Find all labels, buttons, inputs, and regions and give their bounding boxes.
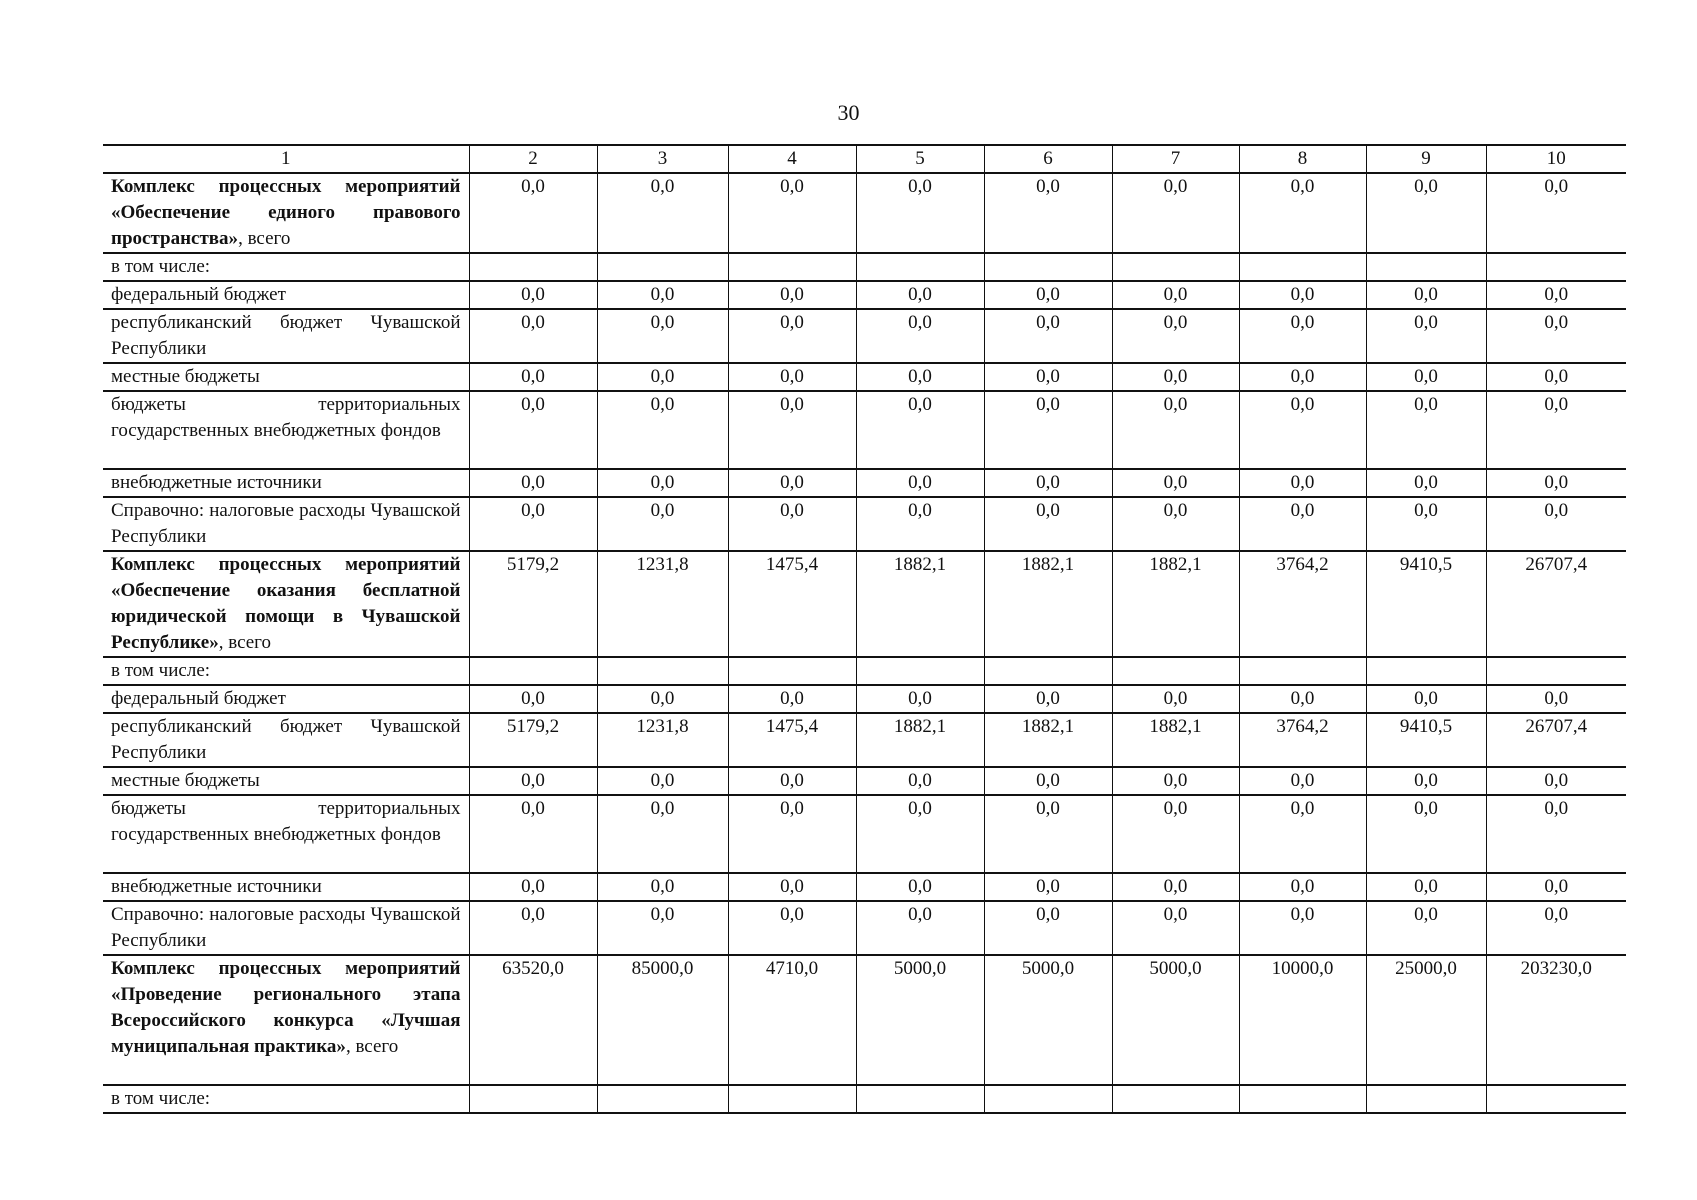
value-cell-col-3: 0,0	[597, 281, 728, 309]
value-cell-col-10	[1486, 1085, 1626, 1113]
value-cell-col-8: 0,0	[1239, 309, 1366, 363]
value-cell-col-7: 0,0	[1112, 873, 1239, 901]
table-row	[103, 173, 1626, 253]
value-cell-col-8: 10000,0	[1239, 955, 1366, 1085]
row-label: местные бюджеты	[103, 363, 469, 391]
value-cell-col-10: 0,0	[1486, 497, 1626, 551]
value-cell-col-2	[469, 253, 597, 281]
value-cell-col-7: 0,0	[1112, 901, 1239, 955]
row-label	[103, 551, 469, 657]
value-cell-col-9: 0,0	[1366, 363, 1486, 391]
row-label: местные бюджеты	[103, 767, 469, 795]
value-cell-col-10: 0,0	[1486, 873, 1626, 901]
value-cell-col-4: 0,0	[728, 363, 856, 391]
value-cell-col-2: 0,0	[469, 281, 597, 309]
value-cell-col-6	[984, 1085, 1112, 1113]
table-row	[103, 901, 1626, 955]
value-cell-col-5: 0,0	[856, 391, 984, 469]
value-cell-col-4: 0,0	[728, 469, 856, 497]
value-cell-col-5	[856, 657, 984, 685]
value-cell-col-9: 0,0	[1366, 391, 1486, 469]
budget-table	[103, 144, 1626, 1114]
value-cell-col-5: 0,0	[856, 795, 984, 873]
value-cell-col-7	[1112, 1085, 1239, 1113]
value-cell-col-2: 5179,2	[469, 713, 597, 767]
value-cell-col-9: 0,0	[1366, 281, 1486, 309]
row-label: республиканский бюджет Чувашской Республики	[103, 713, 469, 767]
value-cell-col-9: 25000,0	[1366, 955, 1486, 1085]
value-cell-col-3	[597, 657, 728, 685]
value-cell-col-2: 63520,0	[469, 955, 597, 1085]
value-cell-col-9	[1366, 1085, 1486, 1113]
value-cell-col-4: 1475,4	[728, 713, 856, 767]
value-cell-col-3: 0,0	[597, 497, 728, 551]
value-cell-col-8: 0,0	[1239, 685, 1366, 713]
value-cell-col-4: 0,0	[728, 309, 856, 363]
value-cell-col-3: 0,0	[597, 685, 728, 713]
value-cell-col-9: 0,0	[1366, 173, 1486, 253]
value-cell-col-10: 0,0	[1486, 469, 1626, 497]
value-cell-col-5: 0,0	[856, 767, 984, 795]
row-label: Справочно: налоговые расходы Чувашской Республики	[103, 901, 469, 955]
value-cell-col-7: 0,0	[1112, 469, 1239, 497]
row-label: Справочно: налоговые расходы Чувашской Республики	[103, 497, 469, 551]
value-cell-col-3: 1231,8	[597, 551, 728, 657]
value-cell-col-10: 0,0	[1486, 767, 1626, 795]
table-row	[103, 713, 1626, 767]
value-cell-col-4	[728, 1085, 856, 1113]
column-header-8: 8	[1239, 145, 1366, 173]
value-cell-col-8: 0,0	[1239, 873, 1366, 901]
value-cell-col-4: 0,0	[728, 767, 856, 795]
value-cell-col-8	[1239, 657, 1366, 685]
value-cell-col-2: 0,0	[469, 363, 597, 391]
value-cell-col-8: 0,0	[1239, 901, 1366, 955]
value-cell-col-8: 0,0	[1239, 767, 1366, 795]
value-cell-col-9	[1366, 253, 1486, 281]
value-cell-col-3: 0,0	[597, 309, 728, 363]
value-cell-col-10: 203230,0	[1486, 955, 1626, 1085]
value-cell-col-7: 0,0	[1112, 767, 1239, 795]
value-cell-col-5: 0,0	[856, 363, 984, 391]
row-label: федеральный бюджет	[103, 281, 469, 309]
value-cell-col-5: 1882,1	[856, 713, 984, 767]
table-row	[103, 767, 1626, 795]
value-cell-col-8: 0,0	[1239, 391, 1366, 469]
value-cell-col-10: 0,0	[1486, 901, 1626, 955]
value-cell-col-8: 0,0	[1239, 795, 1366, 873]
page-number: 30	[837, 100, 860, 125]
value-cell-col-3: 0,0	[597, 391, 728, 469]
column-header-2: 2	[469, 145, 597, 173]
value-cell-col-7	[1112, 657, 1239, 685]
value-cell-col-4: 0,0	[728, 901, 856, 955]
column-header-4: 4	[728, 145, 856, 173]
value-cell-col-4	[728, 253, 856, 281]
table-row	[103, 253, 1626, 281]
value-cell-col-8: 3764,2	[1239, 551, 1366, 657]
value-cell-col-10: 0,0	[1486, 363, 1626, 391]
value-cell-col-10: 26707,4	[1486, 713, 1626, 767]
value-cell-col-6: 0,0	[984, 281, 1112, 309]
column-header-1: 1	[103, 145, 469, 173]
value-cell-col-7: 0,0	[1112, 391, 1239, 469]
value-cell-col-5: 0,0	[856, 497, 984, 551]
value-cell-col-4: 1475,4	[728, 551, 856, 657]
value-cell-col-9: 0,0	[1366, 685, 1486, 713]
value-cell-col-3: 0,0	[597, 873, 728, 901]
value-cell-col-6: 0,0	[984, 767, 1112, 795]
row-label: внебюджетные источники	[103, 469, 469, 497]
column-header-10: 10	[1486, 145, 1626, 173]
value-cell-col-7: 0,0	[1112, 363, 1239, 391]
value-cell-col-3: 0,0	[597, 767, 728, 795]
value-cell-col-9: 9410,5	[1366, 551, 1486, 657]
value-cell-col-6: 0,0	[984, 173, 1112, 253]
value-cell-col-9: 0,0	[1366, 795, 1486, 873]
value-cell-col-6: 5000,0	[984, 955, 1112, 1085]
row-label: в том числе:	[103, 657, 469, 685]
value-cell-col-4: 0,0	[728, 281, 856, 309]
table-row	[103, 795, 1626, 873]
value-cell-col-8	[1239, 1085, 1366, 1113]
value-cell-col-7: 0,0	[1112, 173, 1239, 253]
value-cell-col-3: 0,0	[597, 363, 728, 391]
value-cell-col-10: 0,0	[1486, 173, 1626, 253]
value-cell-col-10: 0,0	[1486, 281, 1626, 309]
table-row	[103, 391, 1626, 469]
value-cell-col-5: 0,0	[856, 901, 984, 955]
value-cell-col-3: 0,0	[597, 173, 728, 253]
table-row	[103, 685, 1626, 713]
value-cell-col-4: 0,0	[728, 173, 856, 253]
value-cell-col-7: 0,0	[1112, 795, 1239, 873]
value-cell-col-5: 0,0	[856, 873, 984, 901]
value-cell-col-6: 0,0	[984, 873, 1112, 901]
table-row	[103, 873, 1626, 901]
column-header-5: 5	[856, 145, 984, 173]
table-header-row	[103, 145, 1626, 173]
value-cell-col-5: 0,0	[856, 281, 984, 309]
value-cell-col-3: 85000,0	[597, 955, 728, 1085]
value-cell-col-9: 0,0	[1366, 497, 1486, 551]
value-cell-col-3: 0,0	[597, 901, 728, 955]
value-cell-col-6: 0,0	[984, 391, 1112, 469]
value-cell-col-9: 0,0	[1366, 901, 1486, 955]
value-cell-col-5	[856, 1085, 984, 1113]
value-cell-col-8: 0,0	[1239, 497, 1366, 551]
value-cell-col-5: 5000,0	[856, 955, 984, 1085]
value-cell-col-2	[469, 1085, 597, 1113]
value-cell-col-5	[856, 253, 984, 281]
row-label: в том числе:	[103, 253, 469, 281]
value-cell-col-5: 0,0	[856, 173, 984, 253]
value-cell-col-4: 0,0	[728, 795, 856, 873]
value-cell-col-2: 0,0	[469, 873, 597, 901]
table-row	[103, 363, 1626, 391]
value-cell-col-7: 1882,1	[1112, 713, 1239, 767]
value-cell-col-7: 0,0	[1112, 309, 1239, 363]
value-cell-col-2: 0,0	[469, 795, 597, 873]
row-label-title: Комплекс процессных мероприятий «Проведение регионального этапа Всероссийского конкурса «Лучшая муниципальная практика»	[111, 958, 461, 1057]
value-cell-col-8: 0,0	[1239, 363, 1366, 391]
value-cell-col-2: 0,0	[469, 685, 597, 713]
row-label: республиканский бюджет Чувашской Республики	[103, 309, 469, 363]
value-cell-col-10	[1486, 657, 1626, 685]
value-cell-col-3: 1231,8	[597, 713, 728, 767]
value-cell-col-6: 0,0	[984, 469, 1112, 497]
value-cell-col-7	[1112, 253, 1239, 281]
value-cell-col-4: 0,0	[728, 391, 856, 469]
value-cell-col-10: 0,0	[1486, 391, 1626, 469]
value-cell-col-6	[984, 253, 1112, 281]
value-cell-col-10: 0,0	[1486, 795, 1626, 873]
value-cell-col-5: 0,0	[856, 469, 984, 497]
value-cell-col-6: 0,0	[984, 497, 1112, 551]
value-cell-col-2	[469, 657, 597, 685]
row-label: в том числе:	[103, 1085, 469, 1113]
value-cell-col-10: 26707,4	[1486, 551, 1626, 657]
value-cell-col-6: 0,0	[984, 795, 1112, 873]
table-row	[103, 281, 1626, 309]
column-header-6: 6	[984, 145, 1112, 173]
table-row	[103, 551, 1626, 657]
row-label-title: Комплекс процессных мероприятий «Обеспечение единого правового пространства»	[111, 176, 461, 249]
value-cell-col-5: 0,0	[856, 309, 984, 363]
value-cell-col-8: 0,0	[1239, 173, 1366, 253]
value-cell-col-2: 0,0	[469, 469, 597, 497]
table-row	[103, 309, 1626, 363]
value-cell-col-9: 0,0	[1366, 469, 1486, 497]
value-cell-col-8: 0,0	[1239, 469, 1366, 497]
value-cell-col-2: 0,0	[469, 391, 597, 469]
value-cell-col-6: 0,0	[984, 685, 1112, 713]
value-cell-col-3	[597, 253, 728, 281]
value-cell-col-4: 4710,0	[728, 955, 856, 1085]
value-cell-col-8	[1239, 253, 1366, 281]
value-cell-col-6: 0,0	[984, 363, 1112, 391]
value-cell-col-3	[597, 1085, 728, 1113]
table-row	[103, 955, 1626, 1085]
value-cell-col-9: 0,0	[1366, 767, 1486, 795]
value-cell-col-5: 0,0	[856, 685, 984, 713]
table-row	[103, 1085, 1626, 1113]
value-cell-col-2: 0,0	[469, 901, 597, 955]
value-cell-col-6: 0,0	[984, 309, 1112, 363]
value-cell-col-4: 0,0	[728, 497, 856, 551]
value-cell-col-6: 0,0	[984, 901, 1112, 955]
row-label	[103, 955, 469, 1085]
table-row	[103, 497, 1626, 551]
value-cell-col-2: 0,0	[469, 173, 597, 253]
column-header-3: 3	[597, 145, 728, 173]
value-cell-col-7: 0,0	[1112, 497, 1239, 551]
row-label-suffix: , всего	[218, 632, 271, 653]
value-cell-col-9: 9410,5	[1366, 713, 1486, 767]
row-label: бюджеты территориальных государственных внебюджетных фондов	[103, 391, 469, 469]
value-cell-col-2: 0,0	[469, 497, 597, 551]
value-cell-col-7: 5000,0	[1112, 955, 1239, 1085]
value-cell-col-8: 0,0	[1239, 281, 1366, 309]
value-cell-col-9	[1366, 657, 1486, 685]
value-cell-col-10: 0,0	[1486, 309, 1626, 363]
value-cell-col-3: 0,0	[597, 469, 728, 497]
value-cell-col-6: 1882,1	[984, 713, 1112, 767]
value-cell-col-2: 0,0	[469, 309, 597, 363]
value-cell-col-6: 1882,1	[984, 551, 1112, 657]
value-cell-col-2: 5179,2	[469, 551, 597, 657]
value-cell-col-4	[728, 657, 856, 685]
table-row	[103, 657, 1626, 685]
row-label: бюджеты территориальных государственных внебюджетных фондов	[103, 795, 469, 873]
row-label	[103, 173, 469, 253]
value-cell-col-9: 0,0	[1366, 309, 1486, 363]
value-cell-col-3: 0,0	[597, 795, 728, 873]
column-header-9: 9	[1366, 145, 1486, 173]
row-label-suffix: , всего	[345, 1036, 399, 1057]
value-cell-col-7: 0,0	[1112, 281, 1239, 309]
value-cell-col-10	[1486, 253, 1626, 281]
row-label: федеральный бюджет	[103, 685, 469, 713]
value-cell-col-5: 1882,1	[856, 551, 984, 657]
value-cell-col-7: 1882,1	[1112, 551, 1239, 657]
value-cell-col-7: 0,0	[1112, 685, 1239, 713]
column-header-7: 7	[1112, 145, 1239, 173]
value-cell-col-9: 0,0	[1366, 873, 1486, 901]
value-cell-col-4: 0,0	[728, 873, 856, 901]
row-label-title: Комплекс процессных мероприятий «Обеспечение оказания бесплатной юридической помощи в Чувашской Республике»	[111, 554, 461, 653]
value-cell-col-4: 0,0	[728, 685, 856, 713]
value-cell-col-8: 3764,2	[1239, 713, 1366, 767]
table-row	[103, 469, 1626, 497]
value-cell-col-10: 0,0	[1486, 685, 1626, 713]
value-cell-col-6	[984, 657, 1112, 685]
row-label-suffix: , всего	[238, 228, 291, 249]
row-label: внебюджетные источники	[103, 873, 469, 901]
value-cell-col-2: 0,0	[469, 767, 597, 795]
